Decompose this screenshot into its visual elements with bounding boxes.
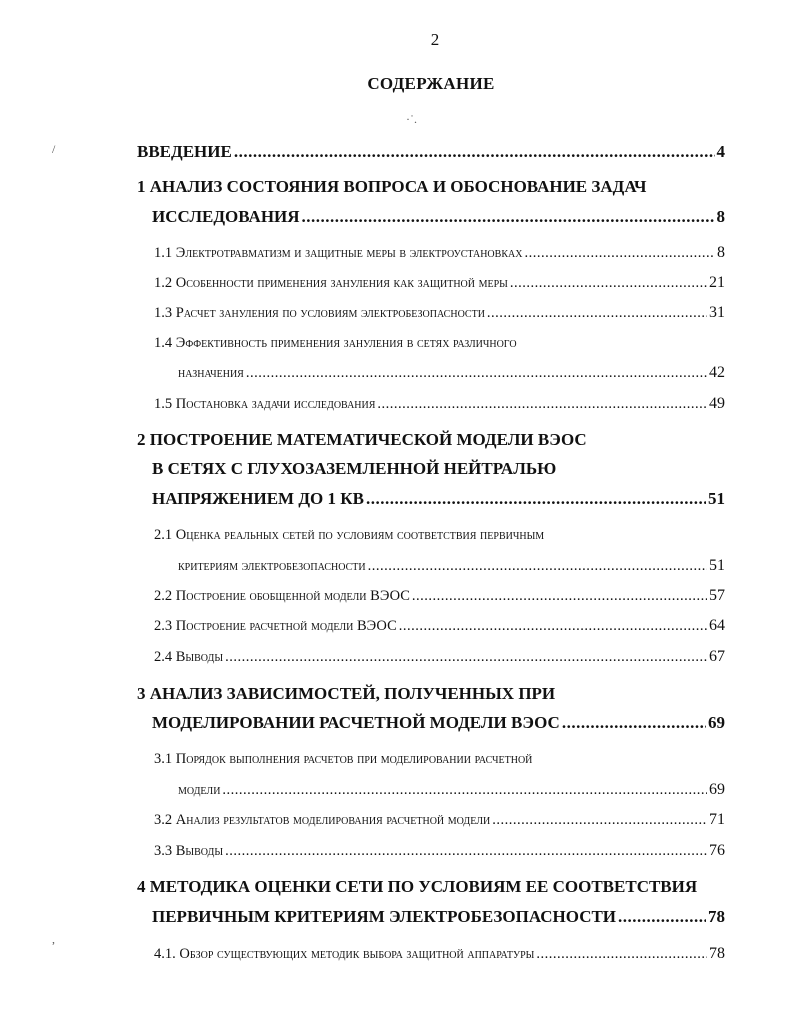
- leader-dots: [222, 782, 707, 799]
- leader-dots: [524, 245, 715, 262]
- toc-page-number: 67: [709, 648, 725, 665]
- toc-chapter-2-title-line-2: В СЕТЯХ С ГЛУХОЗАЗЕМЛЕННОЙ НЕЙТРАЛЬЮ: [152, 459, 557, 478]
- toc-page-number: 51: [708, 489, 725, 508]
- toc-page-number: 49: [709, 395, 725, 412]
- toc-entry-3-3: [154, 842, 725, 860]
- toc-page-number: 76: [709, 842, 725, 859]
- toc-page-number: 78: [709, 945, 725, 962]
- toc-entry-chapter-3: [152, 713, 725, 733]
- toc-entry-label: 1.1 Электротравматизм и защитные меры в электроустановках: [154, 245, 523, 261]
- toc-entry-chapter-2: [152, 489, 725, 509]
- page-number: 2: [430, 30, 440, 49]
- toc-page-number: 51: [709, 557, 725, 574]
- toc-entry-3-2: [154, 811, 725, 829]
- leader-dots: [412, 588, 707, 605]
- toc-page-number: 8: [717, 244, 725, 261]
- toc-entry-label: НАПРЯЖЕНИЕМ ДО 1 КВ: [152, 489, 364, 508]
- toc-entry-2-3: [154, 617, 725, 635]
- leader-dots: [234, 142, 715, 162]
- scan-speck: /: [52, 142, 56, 156]
- toc-chapter-1-title: 1 АНАЛИЗ СОСТОЯНИЯ ВОПРОСА И ОБОСНОВАНИЕ ЗАДАЧ: [137, 177, 647, 196]
- toc-entry-2-1: [178, 557, 725, 575]
- toc-entry-3-1-label: 3.1 Порядок выполнения расчетов при моделировании расчетной: [154, 751, 533, 767]
- toc-entry-label: 1.5 Постановка задачи исследования: [154, 396, 376, 412]
- toc-chapter-2-title: 2 ПОСТРОЕНИЕ МАТЕМАТИЧЕСКОЙ МОДЕЛИ ВЭОС: [137, 430, 587, 449]
- toc-entry-label: 3.3 Выводы: [154, 843, 224, 859]
- page-title: СОДЕРЖАНИЕ: [367, 74, 495, 93]
- toc-page-number: 57: [709, 587, 725, 604]
- leader-dots: [487, 305, 707, 322]
- toc-page-number: 69: [709, 781, 725, 798]
- leader-dots: [492, 812, 707, 829]
- toc-entry-2-4: [154, 648, 725, 666]
- leader-dots: [377, 396, 707, 413]
- toc-chapter-3-title: 3 АНАЛИЗ ЗАВИСИМОСТЕЙ, ПОЛУЧЕННЫХ ПРИ: [137, 684, 556, 703]
- toc-entry-1-1: [154, 244, 725, 262]
- leader-dots: [562, 713, 706, 733]
- toc-page-number: 69: [708, 713, 725, 732]
- toc-entry-4-1: [154, 945, 725, 963]
- toc-page-number: 4: [716, 142, 725, 161]
- toc-entry-2-1-label: 2.1 Оценка реальных сетей по условиям соответствия первичным: [154, 527, 545, 543]
- toc-page-number: 8: [716, 207, 725, 226]
- leader-dots: [225, 843, 707, 860]
- toc-entry-1-3: [154, 304, 725, 322]
- toc-entry-2-2: [154, 587, 725, 605]
- leader-dots: [302, 207, 715, 227]
- leader-dots: [225, 649, 707, 666]
- leader-dots: [510, 275, 707, 292]
- toc-entry-label: 2.3 Построение расчетной модели ВЭОС: [154, 618, 397, 634]
- toc-entry-label: ВВЕДЕНИЕ: [137, 142, 232, 161]
- leader-dots: [246, 365, 707, 382]
- toc-page-number: 21: [709, 274, 725, 291]
- toc-page-number: 71: [709, 811, 725, 828]
- toc-entry-label: ПЕРВИЧНЫМ КРИТЕРИЯМ ЭЛЕКТРОБЕЗОПАСНОСТИ: [152, 907, 617, 926]
- toc-entry-label: 1.2 Особенности применения зануления как защитной меры: [154, 275, 508, 291]
- toc-page-number: 64: [709, 617, 725, 634]
- toc-entry-3-1: [178, 781, 725, 799]
- toc-chapter-4-title: 4 МЕТОДИКА ОЦЕНКИ СЕТИ ПО УСЛОВИЯМ ЕЕ СООТВЕТСТВИЯ: [137, 877, 698, 896]
- scan-speck: ,: [52, 932, 55, 946]
- toc-entry-label: ИССЛЕДОВАНИЯ: [152, 207, 300, 226]
- toc-page-number: 31: [709, 304, 725, 321]
- leader-dots: [536, 946, 707, 963]
- toc-entry-chapter-4: [152, 907, 725, 927]
- leader-dots: [399, 618, 707, 635]
- toc-entry-1-4-label: 1.4 Эффективность применения зануления в сетях различного: [154, 335, 517, 351]
- toc-entry-label: модели: [178, 782, 221, 798]
- toc-page-number: 78: [708, 907, 725, 926]
- leader-dots: [366, 489, 706, 509]
- toc-entry-1-4: [178, 364, 725, 382]
- toc-entry-intro: [137, 142, 725, 162]
- leader-dots: [618, 907, 706, 927]
- toc-entry-label: 2.2 Построение обобщенной модели ВЭОС: [154, 588, 410, 604]
- toc-entry-label: 2.4 Выводы: [154, 649, 224, 665]
- toc-entry-label: 4.1. Обзор существующих методик выбора защитной аппаратуры: [154, 946, 535, 962]
- toc-entry-label: 1.3 Расчет зануления по условиям электробезопасности: [154, 305, 485, 321]
- toc-entry-1-2: [154, 274, 725, 292]
- toc-entry-chapter-1: [152, 207, 725, 227]
- leader-dots: [368, 558, 707, 575]
- toc-page-number: 42: [709, 364, 725, 381]
- toc-entry-label: критериям электробезопасности: [178, 558, 366, 574]
- toc-entry-1-5: [154, 395, 725, 413]
- toc-entry-label: 3.2 Анализ результатов моделирования расчетной модели: [154, 812, 491, 828]
- toc-entry-label: МОДЕЛИРОВАНИИ РАСЧЕТНОЙ МОДЕЛИ ВЭОС: [152, 713, 560, 732]
- toc-entry-label: назначения: [178, 365, 244, 381]
- scan-speck: ·˙.: [406, 112, 417, 126]
